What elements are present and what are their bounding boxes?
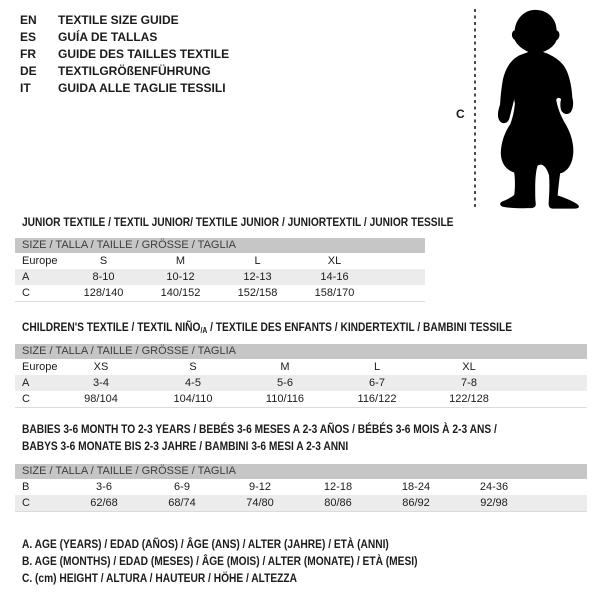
- language-code: FR: [20, 47, 36, 61]
- language-title: GUÍA DE TALLAS: [58, 30, 158, 44]
- language-row: [20, 29, 229, 46]
- size-cell: XL: [327, 255, 342, 267]
- value-cell: 74/80: [246, 497, 274, 509]
- size-header-label: SIZE / TALLA / TAILLE / GRÖSSE / TAGLIA: [15, 238, 425, 253]
- language-code: DE: [20, 64, 37, 78]
- language-title-list: [20, 12, 229, 97]
- language-row: [20, 63, 229, 80]
- value-cell: 18-24: [401, 481, 431, 493]
- junior-size-table: [15, 238, 425, 302]
- size-cell: XL: [462, 361, 476, 373]
- table-row: [15, 269, 425, 285]
- table-row: [15, 375, 587, 391]
- spacer-cell: [515, 375, 587, 391]
- table-row: [15, 391, 587, 408]
- value-cell: 9-12: [248, 481, 272, 493]
- value-cell: 6-9: [174, 481, 190, 493]
- children-section-title: [22, 319, 512, 339]
- value-cell: 110/116: [265, 393, 305, 405]
- row-label: C: [22, 393, 30, 405]
- row-label: A: [22, 271, 30, 283]
- value-cell: 3-4: [93, 377, 109, 389]
- table-row: [15, 285, 425, 302]
- height-measure-label: C: [456, 107, 465, 121]
- value-cell: 122/128: [449, 393, 489, 405]
- size-header-bar: [15, 464, 587, 479]
- legend-line-b: B. AGE (MONTHS) / EDAD (MESES) / ÂGE (MOIS) / ALTER (MONATE) / ETÀ (MESI): [22, 554, 418, 568]
- row-label: Europe: [22, 255, 58, 267]
- value-cell: 10-12: [166, 271, 195, 283]
- language-title: GUIDA ALLE TAGLIE TESSILI: [58, 81, 226, 95]
- legend-line-c: C. (cm) HEIGHT / ALTURA / HAUTEUR / HÖHE / ALTEZZA: [22, 571, 298, 585]
- table-row: [15, 479, 587, 495]
- row-label: C: [22, 287, 30, 299]
- value-cell: 12-18: [323, 481, 353, 493]
- value-cell: 92/98: [480, 497, 508, 509]
- spacer-cell: [373, 253, 425, 269]
- language-row: [20, 12, 229, 29]
- value-cell: 98/104: [84, 393, 118, 405]
- size-header-label: SIZE / TALLA / TAILLE / GRÖSSE / TAGLIA: [15, 464, 587, 479]
- babies-title-line1: BABIES 3-6 MONTH TO 2-3 YEARS / BEBÉS 3-6 MESES A 2-3 AÑOS / BÉBÉS 3-6 MOIS À 2-3 ANS /: [22, 422, 497, 436]
- value-cell: 62/68: [90, 497, 118, 509]
- language-title: TEXTILGRÖßENFÜHRUNG: [58, 64, 211, 78]
- value-cell: 128/140: [83, 287, 124, 299]
- size-header-label: SIZE / TALLA / TAILLE / GRÖSSE / TAGLIA: [15, 344, 587, 359]
- language-code: EN: [20, 13, 37, 27]
- value-cell: 7-8: [461, 377, 477, 389]
- size-cell: S: [99, 255, 108, 267]
- babies-title-line2: BABYS 3-6 MONATE BIS 2-3 JAHRE / BAMBINI 3-6 MESI A 2-3 ANNI: [22, 439, 349, 453]
- size-cell: M: [175, 255, 186, 267]
- height-measure-dashed-line: [474, 9, 476, 210]
- language-code: IT: [20, 81, 31, 95]
- spacer-cell: [533, 495, 587, 512]
- spacer-cell: [515, 359, 587, 375]
- baby-silhouette-image: [494, 5, 594, 215]
- row-label: A: [22, 377, 30, 389]
- measurement-legend: [22, 536, 418, 587]
- value-cell: 14-16: [320, 271, 349, 283]
- row-label: B: [22, 481, 30, 493]
- size-cell: L: [254, 255, 261, 267]
- language-code: ES: [20, 30, 37, 44]
- junior-section-title: JUNIOR TEXTILE / TEXTIL JUNIOR/ TEXTILE JUNIOR / JUNIORTEXTIL / JUNIOR TESSILE: [22, 215, 454, 229]
- language-title: GUIDE DES TAILLES TEXTILE: [58, 47, 230, 61]
- row-label: Europe: [22, 361, 58, 373]
- language-row: [20, 46, 229, 63]
- value-cell: 140/152: [160, 287, 201, 299]
- legend-line-a: A. AGE (YEARS) / EDAD (AÑOS) / ÂGE (ANS) / ALTER (JAHRE) / ETÀ (ANNI): [22, 537, 389, 551]
- value-cell: 4-5: [185, 377, 201, 389]
- spacer-cell: [373, 285, 425, 302]
- value-cell: 12-13: [243, 271, 272, 283]
- size-cell: M: [280, 361, 290, 373]
- value-cell: 3-6: [96, 481, 112, 493]
- spacer-cell: [515, 391, 587, 408]
- value-cell: 116/122: [357, 393, 397, 405]
- babies-section-title: [22, 421, 497, 455]
- value-cell: 6-7: [369, 377, 385, 389]
- value-cell: 68/74: [168, 497, 196, 509]
- value-cell: 24-36: [479, 481, 509, 493]
- value-cell: 152/158: [237, 287, 278, 299]
- language-title: TEXTILE SIZE GUIDE: [58, 13, 179, 27]
- language-row: [20, 80, 229, 97]
- size-cell: XS: [93, 361, 109, 373]
- value-cell: 8-10: [92, 271, 115, 283]
- children-title-text: / TEXTILE DES ENFANTS / KINDERTEXTIL / BAMBINI TESSILE: [207, 320, 512, 334]
- size-header-bar: [15, 344, 587, 359]
- value-cell: 86/92: [402, 497, 430, 509]
- value-cell: 104/110: [173, 393, 213, 405]
- children-title-text: CHILDREN'S TEXTILE / TEXTIL NIÑO: [22, 320, 201, 334]
- value-cell: 158/170: [314, 287, 355, 299]
- children-title-subscript: /A: [200, 326, 208, 335]
- row-label: C: [22, 497, 30, 509]
- value-cell: 5-6: [277, 377, 293, 389]
- table-row: [15, 253, 425, 269]
- spacer-cell: [533, 479, 587, 495]
- babies-size-table: [15, 464, 587, 512]
- value-cell: 80/86: [324, 497, 352, 509]
- table-row: [15, 359, 587, 375]
- spacer-cell: [373, 269, 425, 285]
- children-size-table: [15, 344, 587, 408]
- size-header-bar: [15, 238, 425, 253]
- size-cell: S: [189, 361, 197, 373]
- table-row: [15, 495, 587, 512]
- size-cell: L: [373, 361, 381, 373]
